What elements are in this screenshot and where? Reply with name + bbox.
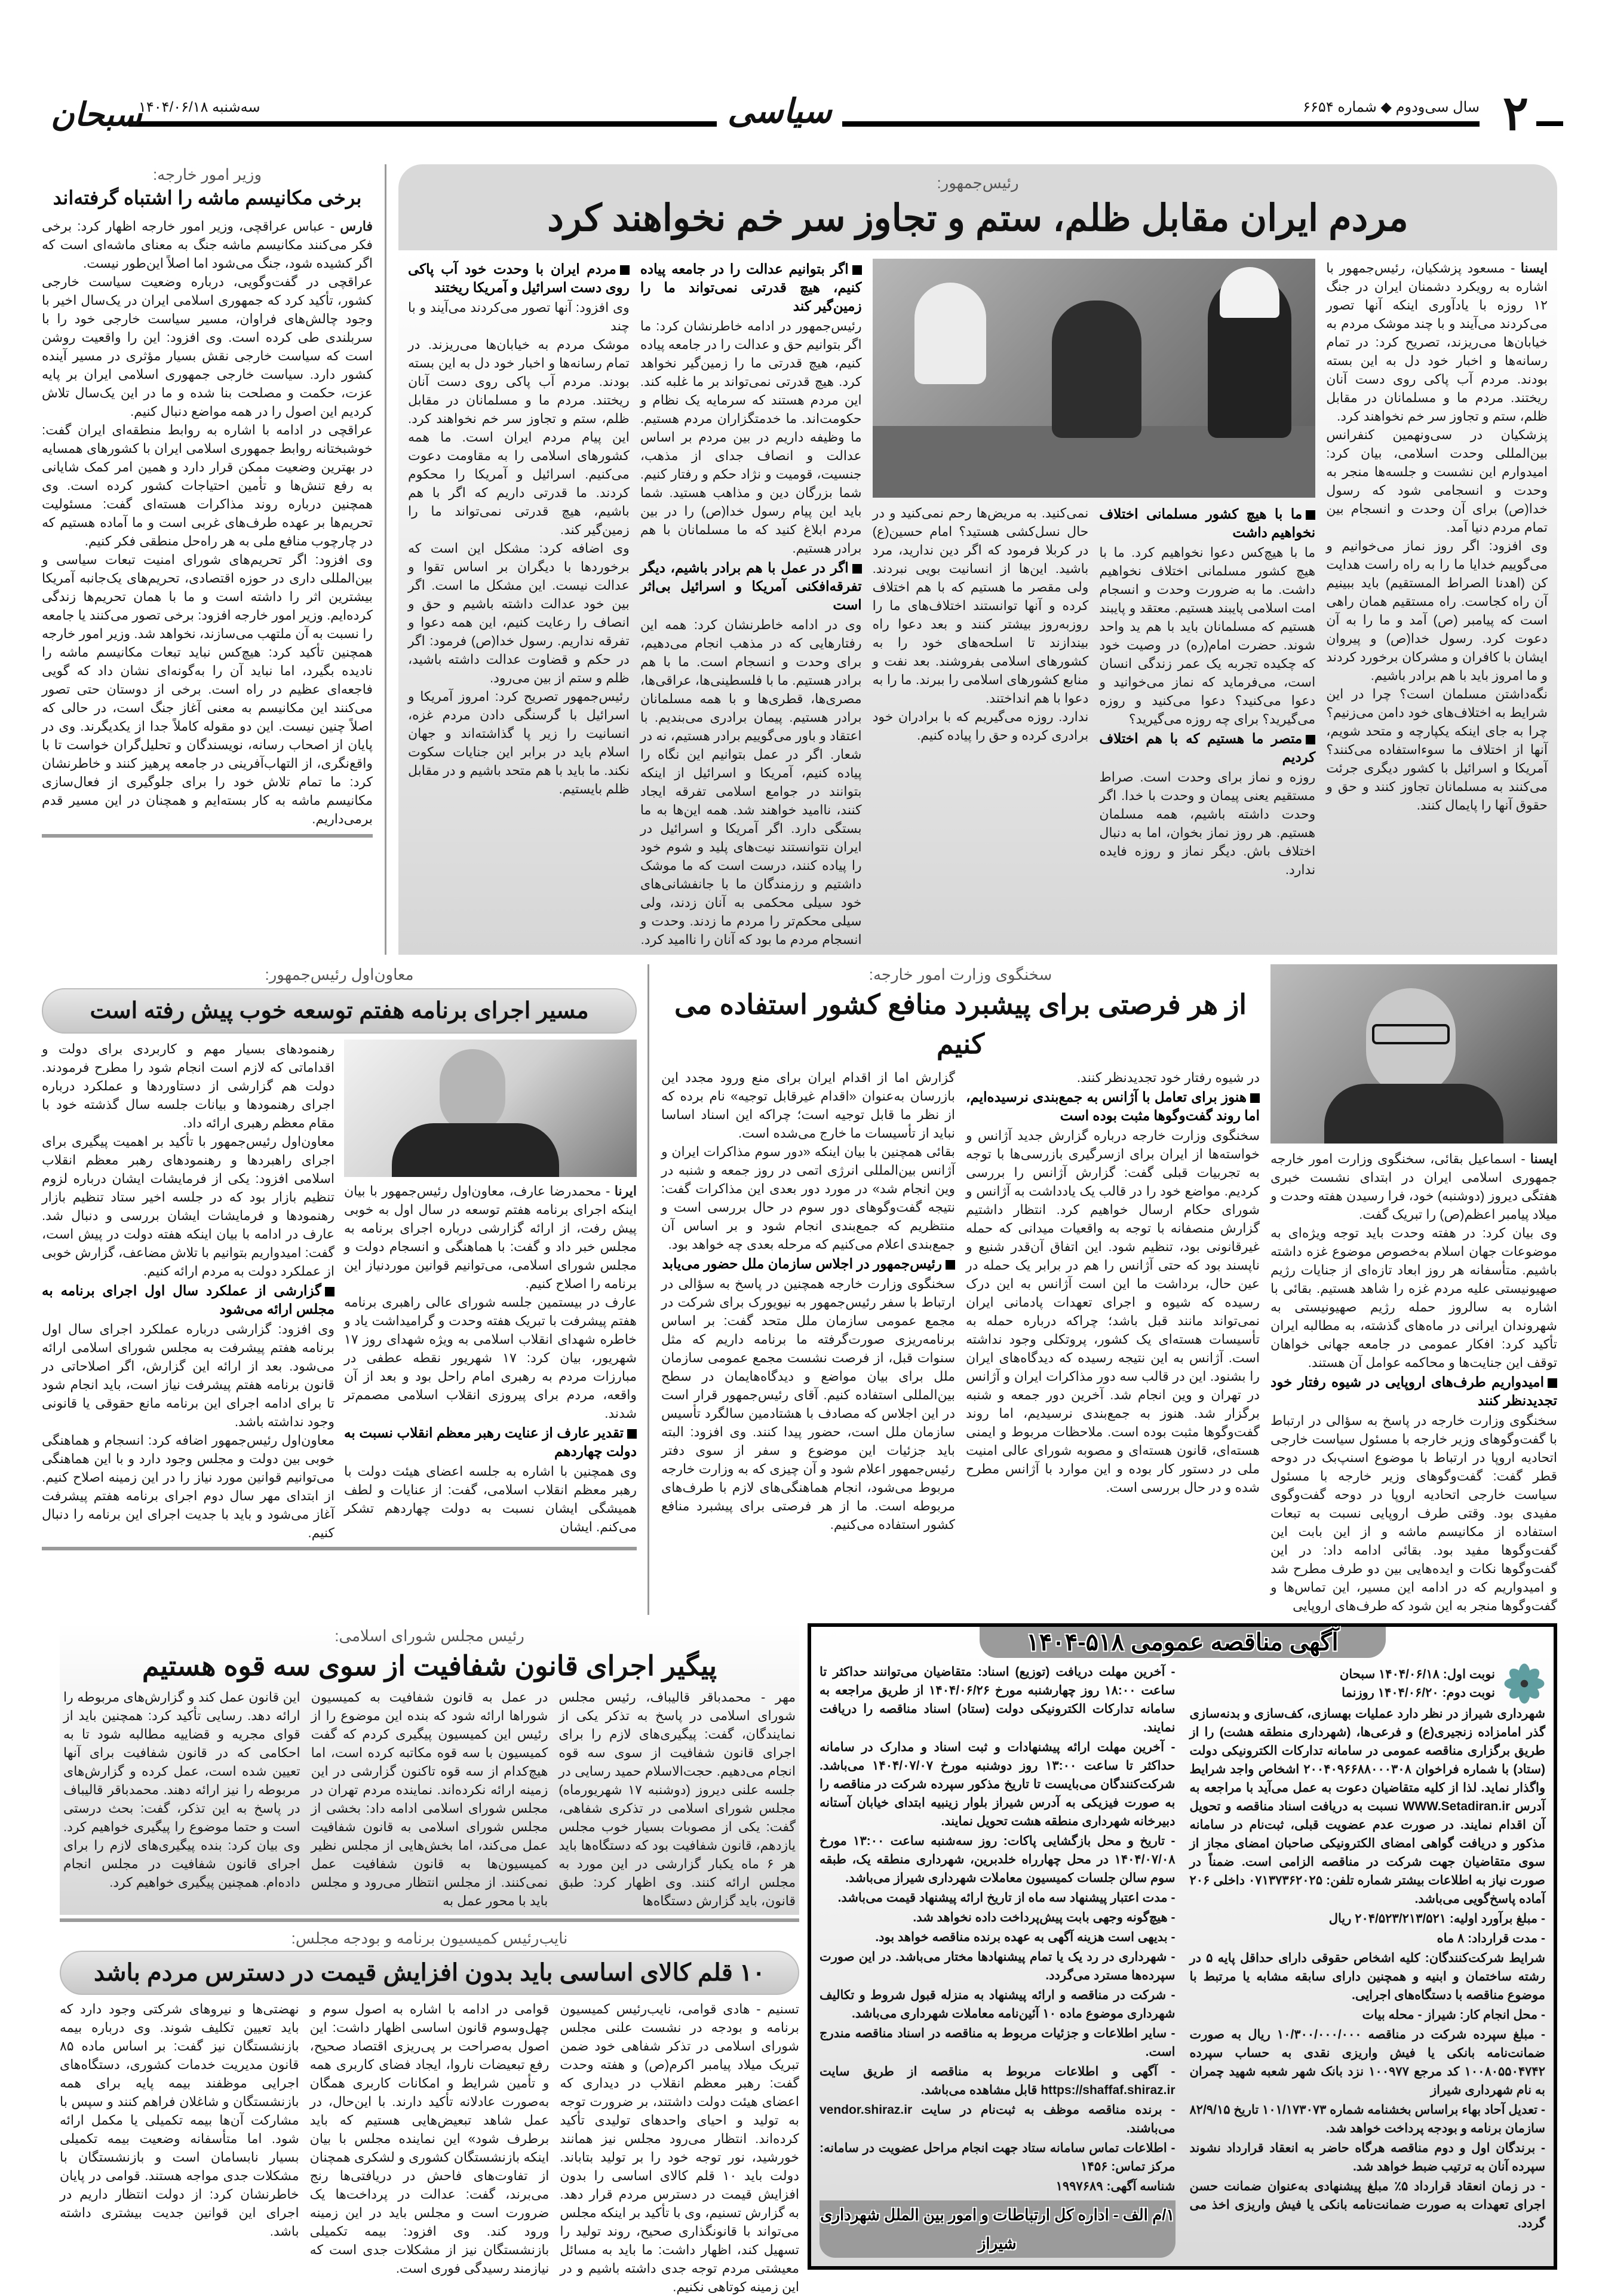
spokesman-p6: گزارش اما از اقدام ایران برای منع ورود مجدد این بازرسان به‌عنوان «اقدام غیرقابل توجیه» نام برده که از نظر ما قابل توجیه است؛ چراکه این اسناد اساسا نباید از تأسیسات ما خارج می‌شده است. — [661, 1070, 955, 1141]
side-story-bottom-rule — [42, 834, 373, 838]
page-header — [0, 85, 1599, 141]
parliament-headline: پیگیر اجرای قانون شفافیت از سوی سه قوه هستیم — [142, 1650, 717, 1681]
vp-col-left — [42, 1040, 334, 1542]
main-story-body — [398, 250, 1557, 955]
header-rule-short — [1536, 121, 1563, 126]
top-row — [0, 164, 1599, 955]
vp-p1: - محمدرضا عارف، معاون‌اول رئیس‌جمهور با بیان اینکه اجرای برنامه هفتم توسعه در سال اول به خوبی پیش رفت، از ارائه گزارشی درباره اجرای برنامه به مجلس خبر داد و گفت: با هماهنگی و انسجام دولت و مجلس شورای اسلامی، می‌توانیم قوانین موردنیاز این برنامه را اصلاح کنیم. — [344, 1184, 637, 1291]
tender-winners: - برندگان اول و دوم مناقصه هرگاه حاضر به انعقاد قرارداد نشوند سپرده آنان به ترتیب ضبط خواهد شد. — [1189, 2141, 1545, 2174]
main-col1-source: ایسنا — [1520, 260, 1548, 275]
spokesman-col-3 — [661, 1068, 955, 1534]
issue-date: سه‌شنبه ۱۴۰۴/۰۶/۱۸ — [139, 99, 260, 115]
main-story-col-3 — [873, 504, 1089, 879]
section-title: سیاسی — [717, 91, 842, 131]
side-p4: وی افزود: اگر تحریم‌های شورای امنیت تبعات سیاسی و بین‌المللی داری در حوزه اقتصادی، تحریم‌های یک‌جانبه آمریکا بیشترین اثر را داشته است و ما با همان تحریم‌ها زندگی کرده‌ایم. وزیر امور خارجه افزود: برخی تصور می‌کنند یا جامعه را نسبت به آن ملتهب می‌سازند، نخواهد شد. وزیر امور خارجه همچنین تأکید کرد: هیچ‌کس نباید تبعات مکانیسم ماشه را نادیده بگیرد، اما نباید آن را به‌گونه‌ای نشان داد که گویی فاجعه‌ای عظیم در راه است. برخی از دوستان حتی تصور می‌کنند این مکانیسم به معنی آغاز جنگ است، در حالی که اصلاً چنین نیست. این دو مقوله کاملاً جدا از یکدیگرند. وی در پایان از اصحاب رسانه، نویسندگان و تحلیل‌گران خواست تا با واقع‌نگری، از التهاب‌آفرینی در جامعه پرهیز کنند و خاطرنشان کرد: ما تمام تلاش خود را برای جلوگیری از فعال‌سازی مکانیسم ماشه به کار بسته‌ایم و همچنان در این مسیر قدم برمی‌داریم. — [42, 552, 373, 826]
side-story-kicker: وزیر امور خارجه: — [152, 165, 262, 183]
main-story-col-2 — [1099, 504, 1315, 879]
main-col3-subhead-2: اگر در عمل با هم برادر باشیم، دیگر تفرقه‌افکنی آمریکا و اسرائیل بی‌اثر است — [640, 560, 862, 612]
tender-second-notice: نوبت دوم: ۱۴۰۴/۰۶/۲۰ روزنما — [1342, 1686, 1495, 1700]
tender-notices — [1340, 1665, 1495, 1702]
tender-vendor-site[interactable]: - برنده مناقصه موظف به ثبت‌نام در سایت vendor.shiraz.ir می‌باشند. — [820, 2103, 1176, 2135]
side-story-body — [42, 217, 373, 828]
bullet-square-icon — [852, 564, 862, 574]
tender-contact: - اطلاعات تماس سامانه ستاد جهت انجام مراحل عضویت در سامانه: مرکز تماس: ۱۴۵۶ — [820, 2141, 1176, 2174]
tender-rejection: - شهرداری در رد یک یا تمام پیشنهادها مختار می‌باشد. در این صورت سپرده‌ها مسترد می‌گردد. — [820, 1950, 1176, 1982]
main-col1-p3: وی افزود: اگر روز نماز می‌خوانیم و می‌گوییم خدایا ما را به راه راست هدایت کن (اهدنا الصراط المستقیم) باید ببینیم آن راه کجاست. راه مستقیم همان راهی است که پیامبر (ص) آمد و ما را به آن دعوت کرد. رسول خدا(ص) و پیروان ایشان با کافران و مشرکان برخورد کردند و ما امروز باید با هم برادر باشیم. — [1326, 538, 1548, 683]
main-col4-p2: وی اضافه کرد: مشکل این است که برخوردها با دیگران بر اساس تقوا و عدالت نیست. این مشکل ما است. اگر بین خود عدالت داشته باشیم و حق و انصاف را رعایت کنیم، این همه دعوا و تفرقه نداریم. رسول خدا(ص) فرمود: اگر در حکم و قضاوت عدالت داشته باشید، ظلم و ستم از بین می‌رود. — [408, 541, 630, 685]
parliament-col-1: مهر - محمدباقر قالیباف، رئیس مجلس شورای اسلامی در پاسخ به تذکر یکی از نمایندگان، گفت: پیگیری‌های لازم را برای اجرای قانون شفافیت از سوی سه قوه انجام می‌دهیم. حجت‌الاسلام حمید رسایی در جلسه علنی دیروز (دوشنبه ۱۷ شهریورماه) مجلس شورای اسلامی در تذکری شفاهی، گفت: یکی از مصوبات بسیار خوب مجلس یازدهم، قانون شفافیت بود که دستگاه‌ها باید هر ۶ ماه یکبار گزارشی در این مورد به مجلس ارائه کنند. وی اظهار کرد: طبق قانون، باید گزارش دستگاه‌ها — [558, 1690, 796, 1908]
spokesman-p7: بقائی همچنین با بیان اینکه «دور سوم مذاکرات ایران و آژانس بین‌المللی انرژی اتمی در روز جمعه و شنبه در وین انجام شد» در مورد دور بعدی این مذاکرات گفت: نتیجه گفت‌وگوهای دور سوم در حال بررسی است و منتظریم که جمع‌بندی انجام شود و بر اساس آن جمع‌بندی اعلام می‌کنیم که مرحله بعدی چه خواهد بود. — [661, 1144, 955, 1252]
tender-left-column — [820, 1663, 1176, 2258]
tender-validity: - مدت اعتبار پیشنهاد سه ماه از تاریخ ارائه پیشنهاد قیمت می‌باشد. — [837, 1891, 1176, 1905]
spokesman-subhead-1: امیدواریم طرف‌های اروپایی در شیوه رفتار خود تجدیدنظر کنند — [1270, 1374, 1557, 1408]
photo-person-center — [1052, 301, 1141, 438]
vp-photo — [344, 1040, 637, 1177]
main-col3-subhead-3: مردم ایران با وحدت خود آب پاکی روی دست اسرائیل و آمریکا ریختند — [408, 261, 630, 295]
side-p2: عراقچی در گفت‌وگویی، درباره وضعیت سیاست خارجی کشور، تأکید کرد که جمهوری اسلامی ایران در یک‌سال اخیر با وجود چالش‌های فراوان، مسیر سیاست خارجی خود را با سربلندی طی کرده است. وی افزود: این را واقعیت روشن است که سیاست خارجی نقش بسیار مؤثری در مسیر آینده کشور دارد. سیاست خارجی جمهوری اسلامی ایران بر پایه عزت، حکمت و مصلحت بنا شده و ما در این یک‌سال تلاش کردیم این اصول را در همه مواضع دنبال کنیم. — [42, 274, 373, 419]
tender-first-notice: نوبت اول: ۱۴۰۴/۰۶/۱۸ سبحان — [1339, 1667, 1495, 1681]
photo-person-head — [440, 1049, 505, 1133]
side-p3: عراقچی در ادامه با اشاره به روابط منطقه‌ای ایران گفت: خوشبختانه روابط جمهوری اسلامی ایران با کشورهای همسایه در بهترین وضعیت ممکن قرار دارد و همین امر کمک شایانی به رفع تنش‌ها و تأمین احتیاجات کشور کرده است. وی همچنین درباره روند مذاکرات هسته‌ای گفت: مسئولیت تحریم‌ها بر عهده طرف‌های غربی است و ما آماده هستیم که در چارچوب منافع ملی به هر راه‌حل منطقی فکر کنیم. — [42, 422, 373, 548]
bullet-square-icon — [325, 1287, 334, 1296]
spokesman-p1: - اسماعیل بقائی، سخنگوی وزارت امور خارجه جمهوری اسلامی ایران در ابتدای نشست خبری هفتگی دیروز (دوشنبه) خود، فرا رسیدن هفته وحدت و میلاد پیامبر اعظم(ص) را تبریک گفت. — [1270, 1151, 1557, 1222]
main-col4-p3: رئیس‌جمهور تصریح کرد: امروز آمریکا و اسرائیل با گرسنگی دادن مردم غزه، انسانیت را زیر پا گذاشته‌اند و جهان اسلام باید در برابر این جنایات سکوت نکند. ما باید با هم متحد باشیم و در مقابل ظلم بایستیم. — [408, 689, 630, 796]
spokesman-col-2 — [966, 1068, 1260, 1534]
main-story-col-1 — [1326, 259, 1548, 949]
side-story-source: فارس — [340, 219, 373, 234]
main-col2-p3: روزه و نماز برای وحدت است. صراط مستقیم یعنی پیمان و وحدت با خدا. اگر وحدت داشته باشیم، همه مسلمان هستیم. هر روز نماز بخوان، اما به دنبال اختلاف باش. دیگر نماز و روزه فایده ندارد. — [1099, 770, 1316, 877]
tender-right-column — [1190, 1663, 1546, 2258]
tender-duration: - مدت قرارداد: ۸ ماه — [1437, 1932, 1545, 1945]
vp-story — [42, 964, 649, 1615]
spokesman-p4: در شیوه رفتار خود تجدیدنظر کنند. — [1076, 1070, 1260, 1085]
main-col2-p2: ما با هیچ‌کس دعوا نخواهیم کرد. ما با هیچ کشور مسلمانی اختلاف نخواهیم داشت. ما به ضرورت وحدت و انسجام امت اسلامی پایبند هستیم. معتقد و پایبند هستیم که مسلمانان باید با هم ید واحد شوند. حضرت امام(ره) در وصیت خود که چکیده تجربه یک عمر زندگی انسان است، می‌فرماید که نماز می‌خوانید و دعوا می‌کنید؟ دعوا می‌کنید و روزه می‌گیرید؟ برای چه روزه می‌گیرید؟ — [1099, 545, 1316, 726]
spokesman-p5: سخنگوی وزارت خارجه درباره گزارش جدید آژانس و خواسته‌ها از ایران برای ازسرگیری بازرسی‌ها با توجه به تجربیات قبلی گفت: گزارش آژانس را بررسی کردیم. مواضع خود را در قالب یک یادداشت به آژانس و شورای حکام ارسال خواهیم کرد. انتظار داشتیم گزارش منصفانه با توجه به واقعیات میدانی که حمله غیرقانونی بود، تنظیم شود. این اتفاق آن‌قدر شنیع و ناپسند بود که حتی آژانس را هم در برابر یک حمله در عین حال، برداشت ما این است آژانس به این درک رسیده که شیوه و اجرای تعهدات پادمانی ایران نمی‌تواند مانند قبل باشد؛ چراکه درباره حمله به تأسیسات هسته‌ای یک کشور، پروتکلی وجود نداشته است. آژانس به این نتیجه رسیده که دیدگاه‌های ایران را بشنود. این در قالب سه دور مذاکرات ایران و آژانس در تهران و وین انجام شد. آخرین دور جمعه و شنبه برگزار شد. هنوز به جمع‌بندی نرسیدیم، اما روند گفت‌وگوها مثبت بوده است. ملاحظات مربوط و ایمنی هسته‌ای، قانون هسته‌ای و مصوبه شورای عالی امنیت ملی در دستور کار بوده و این موارد با آژانس مطرح شده و در حال بررسی است. — [966, 1128, 1260, 1495]
photo-glasses — [1372, 1024, 1450, 1044]
main-story-col-4 — [640, 259, 862, 949]
main-col2-p1: نگه‌داشتن مسلمان است؟ چرا در این شرایط به اختلاف‌های خود دامن می‌زنیم؟ چرا به جای اینکه یکپارچه و متحد شویم، آنها از اختلاف ما سوءاستفاده می‌کنند؟ آمریکا و اسرائیل با کشور دیگری جرئت می‌کنند به مسلمانان تجاوز کنند و حق و حقوق آنها را پایمال کنند. — [1326, 686, 1548, 813]
tender-title: آگهی مناقصه عمومی ۵۱۸-۱۴۰۴ — [980, 1627, 1386, 1658]
spokesman-source: ایسنا — [1530, 1151, 1557, 1166]
main-story-header-panel — [398, 164, 1557, 250]
vp-kicker: معاون‌اول رئیس‌جمهور: — [265, 965, 414, 983]
parliament-kicker: رئیس مجلس شورای اسلامی: — [334, 1627, 524, 1645]
spokesman-story — [661, 964, 1557, 1615]
main-col3-subhead-1: اگر بتوانیم عدالت را در جامعه پیاده کنیم، هیچ قدرتی نمی‌تواند ما را زمین‌گیر کند — [640, 261, 862, 314]
tender-bid-deadline: - آخرین مهلت ارائه پیشنهادات و ثبت اسناد و مدارک در سامانه حداکثر تا ساعت ۱۳:۰۰ روز دوشنبه مورخ ۱۴۰۴/۰۷/۰۷ می‌باشد. شرکت‌کنندگان می‌بایست تا تاریخ مذکور سپرده شرکت در مناقصه را به صورت فیزیکی به آدرس شیراز بلوار زینبیه ابتدای خیابان آستانه دبیرخانه شهرداری منطقه هشت تحویل نمایند. — [820, 1740, 1176, 1828]
tender-conditions: شرایط شرکت‌کنندگان: کلیه اشخاص حقوقی دارای حداقل پایه ۵ در رشته ساختمان و ابنیه و همچنین دارای سابقه مشابه یا مرتبط با موضوع مناقصه با دستگاه‌های اجرایی. — [1189, 1951, 1545, 2002]
tender-other-info: - سایر اطلاعات و جزئیات مربوط به مناقصه در اسناد مناقصه مندرج است. — [820, 2027, 1176, 2059]
spokesman-kicker: سخنگوی وزارت امور خارجه: — [868, 965, 1052, 983]
page-number: ۲ — [1503, 85, 1529, 141]
tender-ad-id: شناسه آگهی: ۱۹۹۷۶۸۹ — [1055, 2179, 1176, 2193]
newspaper-logo: سبحان — [51, 95, 142, 133]
spokesman-p8: سخنگوی وزارت خارجه همچنین در پاسخ به سؤالی در ارتباط با سفر رئیس‌جمهور به نیویورک برای شرکت در مجمع عمومی سازمان ملل متحد گفت: بر اساس برنامه‌ریزی صورت‌گرفته ما برنامه داریم که مثل سنوات قبل، از فرصت نشست مجمع عمومی سازمان ملل برای بیان مواضع و دیدگاه‌هایمان در سطح بین‌المللی استفاده کنیم. آقای رئیس‌جمهور قرار است در این اجلاس که مصادف با هشتادمین سالگرد تأسیس سازمان ملل است، حضور پیدا کنند. وی افزود: البته باید جزئیات این موضوع و سفر از سوی دفتر رئیس‌جمهور اعلام شود و آن چیزی که به وزارت خارجه مربوط می‌شود، انجام هماهنگی‌های لازم با طرف‌های مربوطه است. ما از هر فرصتی برای پیشبرد منافع کشور استفاده می‌کنیم. — [661, 1276, 955, 1532]
tender-location: - محل انجام کار: شیراز - محله بیات — [1362, 2008, 1545, 2022]
bullet-square-icon — [1548, 1378, 1557, 1388]
side-story — [42, 164, 386, 955]
vp-subhead-1: تقدیر عارف از عنایت رهبر معظم انقلاب نسبت به دولت چهاردهم — [344, 1425, 637, 1459]
bottom-row — [0, 1623, 1599, 2296]
tender-price-adjust: - تعدیل آحاد بهاء براساس بخشنامه شماره ۱۰۱/۱۷۳۰۷۳ تاریخ ۸۲/۹/۱۵ سازمان برنامه و بودجه پرداخت خواهد شد. — [1189, 2103, 1545, 2135]
bullet-square-icon — [1250, 1093, 1260, 1103]
bullet-square-icon — [946, 1260, 955, 1270]
vp-p5: معاون‌اول رئیس‌جمهور با تأکید بر اهمیت پیگیری برای اجرای راهبردها و رهنمودهای رهبر معظم انقلاب اسلامی افزود: یکی از فرمایشات ایشان درباره لزوم تنظیم بازار بود که در جلسه اخیر ستاد تنظیم بازار رهنمودها و فرمایشات ایشان بررسی و دنبال شد. عارف در ادامه با بیان اینکه هفته دولت در پیش است، گفت: امیدواریم بتوانیم با تلاش مضاعف، گزارش خوبی از عملکرد دولت به مردم ارائه کنیم. — [42, 1134, 334, 1279]
main-story-kicker: رئیس‌جمهور: — [937, 174, 1019, 192]
vp-col-right — [344, 1182, 637, 1536]
tender-estimate: - مبلغ برآورد اولیه: ۲۰۴/۵۲۳/۲۱۳/۵۲۱ ریال — [1328, 1912, 1545, 1926]
spokesman-subhead-3: رئیس‌جمهور در اجلاس سازمان ملل حضور می‌یابد — [661, 1255, 955, 1273]
photo-person-suit — [392, 1123, 559, 1177]
budget-col-3: نهضتی‌ها و نیروهای شرکتی وجود دارد که باید تعیین تکلیف شوند. وی درباره بیمه بازنشستگان نیز گفت: بر اساس ماده ۸۵ قانون مدیریت خدمات کشوری، دستگاه‌های اجرایی موظفند بیمه پایه برای همه بازنشستگان و شاغلان فراهم کنند و سپس با مشارکت آن‌ها بیمه تکمیلی یا مکمل ارائه شود. اما متأسفانه وضعیت بیمه تکمیلی بسیار نابسامان است و بازنشستگان با مشکلات جدی مواجه هستند. قوامی در پایان خاطرنشان کرد: از دولت انتظار داریم در اجرای این قوانین جدیت بیشتری داشته باشد. — [59, 2001, 299, 2239]
main-col2-subhead-1: ما با هیچ کشور مسلمانی اختلاف نخواهیم داشت — [1099, 506, 1316, 540]
tender-acceptance: - شرکت در مناقصه و ارائه پیشنهاد به منزله قبول شروط و تکالیف شهرداری موضوع ماده ۱۰ آئین‌نامه معاملات شهرداری می‌باشد. — [820, 1988, 1176, 2021]
main-story-headline: مردم ایران مقابل ظلم، ستم و تجاوز سر خم نخواهند کرد — [547, 198, 1408, 239]
main-col4-p1: موشک مردم به خیابان‌ها می‌ریزند. در تمام رسانه‌ها و اخبار خود دل به این بسته بودند. مردم آب پاکی روی دست آنان ریختند. مردم ما و مسلمانان در مقابل ظلم، ستم و تجاوز سر خم نخواهند کرد. این پیام مردم ایران است. ما همه کشورهای اسلامی را به مقاومت دعوت می‌کنیم. اسرائیل و آمریکا را محکوم کردند. ما قدرتی داریم که اگر با هم باشیم، هیچ قدرتی نمی‌تواند ما را زمین‌گیر کند. — [408, 337, 630, 537]
budget-headline: ۱۰ قلم کالای اساسی باید بدون افزایش قیمت در دسترس مردم باشد — [60, 1951, 799, 1995]
parliament-story — [60, 1623, 799, 1915]
parliament-bottom-rule — [60, 1918, 799, 1922]
vp-subhead-2: گزارشی از عملکرد سال اول اجرای برنامه به مجلس ارائه می‌شود — [42, 1283, 334, 1317]
parliament-col-3: این قانون عمل کند و گزارش‌های مربوطه را ارائه دهد. رسایی تأکید کرد: همچنین باید از قوای مجریه و قضاییه مطالبه شود تا به احکامی که در قانون شفافیت برای آنها تعیین شده است، عمل کرده و گزارش‌های مربوطه را نیز ارائه دهند. محمدباقر قالیباف در پاسخ به این تذکر، گفت: بحث درستی است و حتما موضوع را پیگیری خواهیم کرد. وی بیان کرد: بنده پیگیری‌های لازم را برای اجرای قانون شفافیت در مجلس انجام داده‌ام. همچنین پیگیری خواهیم کرد. — [63, 1690, 300, 1890]
parliament-col-2: در عمل به قانون شفافیت به کمیسیون شوراها ارائه شود که بنده این موضوع را از رئیس این کمیسیون پیگیری کردم که گفت کمیسیون با سه قوه مکاتبه کرده است، اما هیچ‌کدام از سه قوه تاکنون گزارشی در این زمینه ارائه نکرده‌اند. نماینده مردم تهران در مجلس شورای اسلامی ادامه داد: بخشی از مجلس شورای اسلامی به قانون شفافیت عمل می‌کند، اما بخش‌هایی از مجلس نظیر کمیسیون‌ها به قانون شفافیت عمل نمی‌کنند. از مجلس انتظار می‌رود و مجلس باید با محور عمل به — [311, 1690, 548, 1908]
vp-p3: وی همچنین با اشاره به جلسه اعضای هیئت دولت با رهبر معظم انقلاب اسلامی، گفت: از عنایات و لطف همیشگی ایشان نسبت به دولت چهاردهم تشکر می‌کنم. ایشان — [344, 1464, 637, 1534]
year-issue: سال سی‌ودوم ◆ شماره ۶۶۵۴ — [1303, 99, 1480, 115]
spokesman-p3: سخنگوی وزارت خارجه در پاسخ به سؤالی در ارتباط با گفت‌وگوهای وزیر خارجه با مسئول سیاست خارجی اتحادیه اروپا در ارتباط با موضوع اسنپ‌بک در دوحه قطر گفت: گفت‌وگوهای وزیر خارجه با مسئول سیاست خارجی اتحادیه اروپا در دوحه گفت‌وگوی مفیدی بود. وقتی طرف اروپایی نسبت به تبعات استفاده از مکانیسم ماشه و از این بابت این گفت‌وگوها مفید بود. بقائی ادامه داد: در این گفت‌وگوها نکات و ایده‌هایی بین دو طرف مطرح شد و امیدواریم که در ادامه این مسیر، این تماس‌ها و گفت‌وگوها منجر به این شود که طرف‌های اروپایی — [1270, 1413, 1557, 1613]
spokesman-col-1 — [1270, 1149, 1557, 1615]
photo-person-suit — [1324, 1084, 1503, 1144]
vp-p7: معاون‌اول رئیس‌جمهور اضافه کرد: انسجام و هماهنگی خوبی بین دولت و مجلس وجود دارد و با این هماهنگی می‌توانیم قوانین مورد نیاز را در این زمینه اصلاح کنیم. از ابتدای مهر سال دوم اجرای برنامه هفتم پیشرفت آغاز می‌شود و باید با جدیت اجرای این برنامه را دنبال کنیم. — [42, 1433, 334, 1540]
tender-ad-cost: - بدیهی است هزینه آگهی به عهده برنده مناقصه خواهد بود. — [875, 1930, 1176, 1944]
spokesman-photo — [1270, 964, 1557, 1144]
bullet-square-icon — [1306, 735, 1315, 744]
main-col1-p2: پزشکیان در سی‌ونهمین کنفرانس بین‌المللی وحدت اسلامی، بیان کرد: امیدوارم این نشست و جلسه‌ها منجر به وحدت و انسجامی شود که رسول خدا(ص) برای آن وحدت و انسجام بین تمام مردم دنیا آمد. — [1326, 427, 1548, 535]
bullet-square-icon — [852, 265, 862, 275]
spokesman-headline: از هر فرصتی برای پیشبرد منافع کشور استفاده می کنیم — [674, 989, 1247, 1059]
vp-p4: رهنمودهای بسیار مهم و کاربردی برای دولت و اقداماتی که لازم است انجام شود را مطرح فرمودند. دولت هم گزارشی از دستاوردها و عملکرد درباره اجرای رهنمودها و بیانات جلسه سال گذشته خود با مقام معظم رهبری ارائه داد. — [42, 1041, 334, 1130]
tender-deposit: - مبلغ سپرده شرکت در مناقصه ۱۰/۳۰۰/۰۰۰/۰۰۰ ریال به صورت ضمانت‌نامه بانکی یا فیش واریزی نقدی به حساب سپرده ۱۰۰۸۰۵۵۰۴۷۴۲ کد مرجع ۱۰۰۹۷۷ نزد بانک شهر شعبه شهید چمران به نام شهرداری شیراز — [1189, 2028, 1546, 2097]
spokesman-p2: وی بیان کرد: در هفته وحدت باید توجه ویژه‌ای به موضوعات جهان اسلام به‌خصوص موضوع غزه داشته باشیم. متأسفانه هر روز ابعاد تازه‌ای از جنایات رژیم صهیونیستی علیه مردم غزه را شاهد هستیم. بقائی با اشاره به سالروز حمله رژیم صهیونیستی به شهروندان ایرانی در ماه‌های گذشته، به مطالبه ایران تأکید کرد: افکار عمومی در جامعه جهانی خواهان توقف این جنایت‌ها و محاکمه عوامل آن هستند. — [1270, 1225, 1557, 1370]
budget-col-1: تسنیم - هادی قوامی، نایب‌رئیس کمیسیون برنامه و بودجه در نشست علنی مجلس شورای اسلامی در تذکر شفاهی خود ضمن تبریک میلاد پیامبر اکرم(ص) و هفته وحدت گفت: رهبر معظم انقلاب در دیداری که اعضای هیئت دولت داشتند، بر ضرورت توجه به تولید و احیای واحدهای تولیدی تأکید کرده‌اند. انتظار می‌رود مجلس نیز همانند خورشید، نور توجه خود را بر تولید بتاباند. دولت باید ۱۰ قلم کالای اساسی را بدون افزایش قیمت در دسترس مردم قرار دهد. به گزارش تسنیم، وی با تأکید بر اینکه مجلس می‌تواند با قانونگذاری صحیح، روند تولید را تسهیل کند، اظهار داشت: ما باید به مسائل معیشتی مردم توجه جدی داشته باشیم و در این زمینه کوتاهی نکنیم. — [560, 2001, 799, 2294]
vp-source: ایرنا — [614, 1184, 637, 1198]
main-col2-subhead-2: متصر ما هستیم که با هم اختلاف کردیم — [1099, 731, 1316, 765]
main-col3-p3: رئیس‌جمهور در ادامه خاطرنشان کرد: ما اگر بتوانیم حق و عدالت را در جامعه پیاده کنیم، هیچ قدرتی ما را زمین‌گیر نخواهد کرد. هیچ قدرتی نمی‌تواند بر ما غلبه کند. این مردم هستند که سرمایه یک نظام و حکومت‌اند. ما خدمتگزاران مردم هستیم. ما وظیفه داریم در بین مردم بر اساس عدالت و انصاف جدای از مذهب، جنسیت، قومیت و نژاد حکم و رفتار کنیم. شما بزرگان دین و مذاهب هستید. شما باید این پیام رسول خدا(ص) را در بین مردم ابلاغ کنید که ما مسلمانان با هم برادر هستیم. — [640, 318, 862, 556]
vp-bottom-rule — [42, 1547, 637, 1550]
bullet-square-icon — [1306, 510, 1315, 520]
main-story-photo — [873, 259, 1316, 498]
main-col1-p1: - مسعود پزشکیان، رئیس‌جمهور با اشاره به رویکرد دشمنان ایران در جنگ ۱۲ روزه با یادآوری اینکه آنها تصور می‌کردند می‌آیند و با چند موشک مردم به خیابان‌ها می‌ریزند، تصریح کرد: در تمام رسانه‌ها و اخبار خود دل به این بسته بودند. مردم آب پاکی روی دست آنان ریختند. مردم ما و مسلمانان در مقابل ظلم، ستم و تجاوز سر خم نخواهند کرد. — [1326, 260, 1548, 424]
main-story — [398, 164, 1557, 955]
budget-col-2: قوامی در ادامه با اشاره به اصول سوم و چهل‌وسوم قانون اساسی اظهار داشت: این اصول به‌صراحت بر پی‌ریزی اقتصاد صحیح، رفع تبعیضات ناروا، ایجاد فضای کاربری همه و تأمین شرایط و امکانات کاربری همگان به‌صورت عادلانه تأکید دارند. با این‌حال، در عمل شاهد تبعیض‌هایی هستیم که باید برطرف شود» این نماینده مجلس با بیان اینکه بازنشستگان کشوری و لشکری همچنان از تفاوت‌های فاحش در دریافتی‌ها رنج می‌برند، گفت: عدالت در پرداخت‌ها یک ضرورت است و مجلس باید در این زمینه ورود کند. وی افزود: بیمه تکمیلی بازنشستگان نیز از مشکلات جدی است که نیازمند رسیدگی فوری است. — [309, 2001, 550, 2276]
shiraz-municipality-logo-icon — [1503, 1663, 1545, 1705]
tender-doc-deadline: - آخرین مهلت دریافت (توزیع) اسناد: متقاضیان می‌توانند حداکثر تا ساعت ۱۸:۰۰ روز چهارشنبه مورخ ۱۴۰۴/۰۶/۲۶ از طریق مراجعه به سامانه تدارکات الکترونیکی دولت (ستاد) اسناد مناقصه را دریافت نمایند. — [820, 1665, 1176, 1734]
middle-row — [0, 964, 1599, 1615]
main-col3-p4: وی در ادامه خاطرنشان کرد: همه این رفتارهایی که در مذهب انجام می‌دهیم، برای وحدت و انسجام است. ما با هم برادر هستیم. ما با فلسطینی‌ها، عراقی‌ها، مصری‌ها، قطری‌ها و با همه مسلمانان برادر هستیم. پیمان برادری می‌بندیم. با اعتقاد و باور می‌گوییم برادر هستیم، نه در شعار. اگر در عمل بتوانیم این نگاه را پیاده کنیم، آمریکا و اسرائیل از اینکه بتوانند در جوامع اسلامی تفرقه ایجاد کنند، ناامید خواهند شد. همه این‌ها به ما بستگی دارد. اگر آمریکا و اسرائیل در ایران نتوانستند نیت‌های پلید و شوم خود را پیاده کنند، درست است که ما موشک داشتیم و رزمندگان ما با جانفشانی‌های خود سیلی محکمی به آنان زدند، ولی سیلی محکم‌تر را مردم ما زدند. وحدت و انسجام مردم ما بود که آنان را ناامید کرد. — [640, 617, 862, 947]
main-story-middle — [873, 259, 1316, 949]
spokesman-subhead-2: هنوز برای تعامل با آژانس به جمع‌بندی نرسیده‌ایم، اما روند گفت‌وگوها مثبت بوده است — [966, 1089, 1260, 1123]
main-col3-p2: ندارد. روزه می‌گیریم که با برادران خود برادری کرده و حق را پیاده کنیم. — [872, 709, 1089, 743]
bullet-square-icon — [620, 265, 630, 275]
tender-intro: شهرداری شیراز در نظر دارد عملیات بهسازی، کف‌سازی و بدنه‌سازی گذر امامزاده زنجیری(ع) و فرعی‌ها، (شهرداری منطقه هشت) را از طریق برگزاری مناقصه عمومی در سامانه تدارکات الکترونیکی دولت (ستاد) با شماره فراخوان ۲۰۰۴۰۹۶۶۸۸۰۰۰۳۰۸ اشخاص واجد شرایط واگذار نماید. لذا از کلیه متقاضیان دعوت به عمل می‌آید با مراجعه به آدرس WWW.Setadiran.ir نسبت به دریافت اسناد مناقصه و تحویل آن اقدام نمایند. در صورت عدم عضویت قبلی، ثبت‌نام در سامانه مذکور و دریافت گواهی امضای الکترونیکی صاحبان امضای مجاز از سوی متقاضیان جهت شرکت در مناقصه الزامی است. ضمناً در صورت نیاز به اطلاعات بیشتر شماره تلفن: ۰۷۱۳۷۳۶۲۰۲۵ داخلی ۲۰۶ آماده پاسخ‌گویی می‌باشد. — [1189, 1707, 1545, 1906]
main-col3-p1: نمی‌کنید. به مریض‌ها رحم نمی‌کنید و در حال نسل‌کشی هستید؟ امام حسین(ع) در کربلا فرمود که اگر دین ندارید، مرد باشید. این‌ها از انسانیت بویی نبردند. ولی مقصر ما هستیم که با هم اختلاف کرده و آنها توانستند اختلاف‌های ما را روزبه‌روز بیشتر کنند و بعد دعوا راه بیندازند تا اسلحه‌های خود را به کشورهای اسلامی بفروشند. بعد نفت و منابع کشورهای اسلامی را ببرند. ما را به دعوا با هم انداختند. — [872, 505, 1089, 706]
vp-p6: وی افزود: گزارشی درباره عملکرد اجرای سال اول برنامه هفتم پیشرفت به مجلس شورای اسلامی ارائه می‌شود. بعد از ارائه این گزارش، اگر اصلاحاتی در قانون برنامه هفتم پیشرفت نیاز است، باید انجام شود تا برای ادامه اجرای این برنامه مانع حقوقی یا قانونی وجود نداشته باشد. — [42, 1322, 334, 1429]
main-col3-p5: وی افزود: آنها تصور می‌کردند می‌آیند و با چند — [408, 300, 630, 333]
tender-guarantee: - در زمان انعقاد قرارداد ۵٪ مبلغ پیشنهادی به‌عنوان ضمانت حسن اجرای تعهدات به صورت ضمانت‌نامه بانکی یا فیش واریزی اخذ می گردد. — [1189, 2179, 1545, 2230]
vp-headline: مسیر اجرای برنامه هفتم توسعه خوب پیش رفته است — [42, 988, 637, 1034]
budget-story — [60, 1928, 799, 2296]
photo-person-cleric-left — [914, 283, 986, 384]
bullet-square-icon — [627, 1429, 637, 1439]
tender-signature: ۱/م الف - اداره کل ارتباطات و امور بین الملل شهرداری شیراز — [820, 2200, 1176, 2258]
tender-advertisement — [808, 1623, 1557, 2270]
main-story-col-5 — [408, 259, 630, 949]
photo-white-hat — [1220, 267, 1279, 318]
tender-no-prepayment: - هیچ‌گونه وجهی بابت پیش‌پرداخت داده نخواهد شد. — [913, 1911, 1176, 1924]
side-story-headline: برخی مکانیسم ماشه را اشتباه گرفته‌اند — [53, 187, 362, 209]
tender-opening: - تاریخ و محل بازگشایی پاکات: روز سه‌شنبه ساعت ۱۳:۰۰ مورخ ۱۴۰۴/۰۷/۰۸ در محل چهارراه خلدبرین، شهرداری منطقه یک، طبقه سوم سالن جلسات کمیسیون معاملات شهرداری شیراز می‌باشد. — [820, 1834, 1176, 1885]
tender-website[interactable]: - آگهی و اطلاعات مربوط به مناقصه از طریق سایت https://shaffaf.shiraz.ir قابل مشاهده می‌باشد. — [820, 2065, 1176, 2097]
vp-p2: عارف در بیستمین جلسه شورای عالی راهبری برنامه هفتم پیشرفت با تبریک هفته وحدت و گرامیداشت یاد و خاطره شهدای انقلاب اسلامی به ویژه شهدای روز ۱۷ شهریور، بیان کرد: ۱۷ شهریور نقطه عطفی در مبارزات مردم به رهبری امام راحل بود و بعد از آن واقعه، مردم برای پیروزی انقلاب اسلامی مصمم‌تر شدند. — [344, 1295, 637, 1421]
budget-kicker: نایب‌رئیس کمیسیون برنامه و بودجه مجلس: — [291, 1929, 568, 1947]
side-p1: - عباس عراقچی، وزیر امور خارجه اظهار کرد: برخی فکر می‌کنند مکانیسم ماشه جنگ به معنای ماشه‌ای است که اگر کشیده شود، جنگ می‌شود اما اصلاً این‌طور نیست. — [42, 219, 373, 271]
